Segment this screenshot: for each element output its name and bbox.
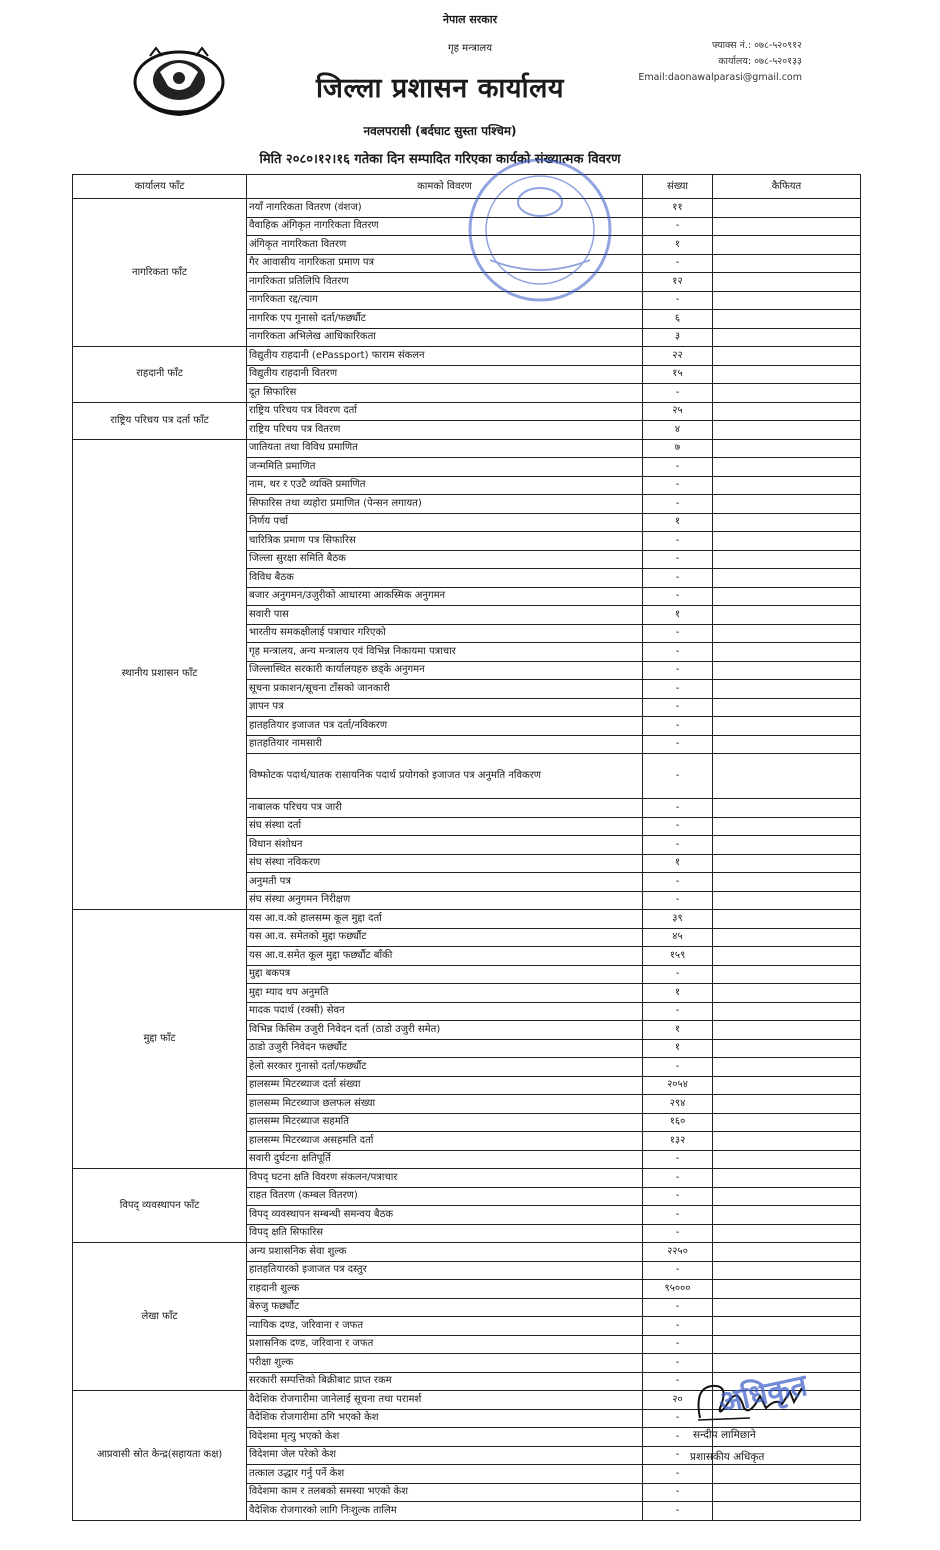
task-remarks xyxy=(713,587,861,606)
task-remarks xyxy=(713,1132,861,1151)
task-description: न्यायिक दण्ड, जरिवाना र जफत xyxy=(247,1317,643,1336)
task-remarks xyxy=(713,799,861,818)
task-remarks xyxy=(713,965,861,984)
task-count: - xyxy=(643,532,713,551)
task-count: ४ xyxy=(643,421,713,440)
task-remarks xyxy=(713,384,861,403)
task-count: २०५४ xyxy=(643,1076,713,1095)
government-name: नेपाल सरकार xyxy=(442,13,498,26)
task-description: ज्ञापन पत्र xyxy=(247,698,643,717)
task-count: - xyxy=(643,1317,713,1336)
task-remarks xyxy=(713,624,861,643)
task-count: - xyxy=(643,1335,713,1354)
task-description: विष्फोटक पदार्थ/घातक रासायनिक पदार्थ प्रयोगको इजाजत पत्र अनुमति नविकरण xyxy=(247,754,643,799)
task-remarks xyxy=(713,661,861,680)
task-remarks xyxy=(713,550,861,569)
task-description: राष्ट्रिय परिचय पत्र वितरण xyxy=(247,421,643,440)
task-description: वैदेशिक रोजगारको लागि निःशुल्क तालिम xyxy=(247,1502,643,1521)
task-description: हालसम्म मिटरब्याज असहमति दर्ता xyxy=(247,1132,643,1151)
task-count: - xyxy=(643,891,713,910)
task-remarks xyxy=(713,439,861,458)
task-description: मुद्दा बकपत्र xyxy=(247,965,643,984)
task-description: परीक्षा शुल्क xyxy=(247,1354,643,1373)
task-remarks xyxy=(713,1280,861,1299)
task-description: विपद् व्यवस्थापन सम्बन्धी समन्वय बैठक xyxy=(247,1206,643,1225)
office-phone: कार्यालय: ०७८-५२०१३३ xyxy=(718,56,802,67)
task-description: विपद् क्षति सिफारिस xyxy=(247,1224,643,1243)
task-description: हालसम्म मिटरब्याज छलफल संख्या xyxy=(247,1095,643,1114)
task-description: नागरिकता रद्द/त्याग xyxy=(247,291,643,310)
task-count: १५९ xyxy=(643,947,713,966)
task-count: - xyxy=(643,1150,713,1169)
task-count: ६ xyxy=(643,310,713,329)
task-description: नागरिक एप गुनासो दर्ता/फर्छ्यौट xyxy=(247,310,643,329)
task-description: विदेशमा जेल परेको केश xyxy=(247,1446,643,1465)
task-count: - xyxy=(643,1058,713,1077)
task-remarks xyxy=(713,1298,861,1317)
task-description: राहत वितरण (कम्बल वितरण) xyxy=(247,1187,643,1206)
task-description: निर्णय पर्चा xyxy=(247,513,643,532)
task-count: १३२ xyxy=(643,1132,713,1151)
task-count: ३ xyxy=(643,328,713,347)
task-remarks xyxy=(713,1206,861,1225)
task-description: सवारी दुर्घटना क्षतिपूर्ति xyxy=(247,1150,643,1169)
task-remarks xyxy=(713,1243,861,1262)
task-count: - xyxy=(643,1428,713,1447)
task-count: - xyxy=(643,217,713,236)
task-remarks xyxy=(713,1187,861,1206)
task-count: - xyxy=(643,1502,713,1521)
header-count: संख्या xyxy=(643,175,713,199)
task-count: - xyxy=(643,1298,713,1317)
task-remarks xyxy=(713,476,861,495)
task-description: हातहतियारको इजाजत पत्र दस्तुर xyxy=(247,1261,643,1280)
task-count: ९५००० xyxy=(643,1280,713,1299)
task-remarks xyxy=(713,1502,861,1521)
task-remarks xyxy=(713,217,861,236)
task-count: - xyxy=(643,569,713,588)
task-description: विपद् घटना क्षति विवरण संकलन/पत्राचार xyxy=(247,1169,643,1188)
task-remarks xyxy=(713,1113,861,1132)
section-name: मुद्दा फाँट xyxy=(73,910,247,1169)
signer-title: प्रशासकीय अधिकृत xyxy=(690,1451,765,1463)
task-description: तत्काल उद्धार गर्नु पर्ने केश xyxy=(247,1465,643,1484)
table-row xyxy=(73,347,861,366)
task-remarks xyxy=(713,513,861,532)
task-description: हालसम्म मिटरब्याज दर्ता संख्या xyxy=(247,1076,643,1095)
task-count: - xyxy=(643,1002,713,1021)
task-remarks xyxy=(713,754,861,799)
task-count: - xyxy=(643,1261,713,1280)
task-remarks xyxy=(713,1095,861,1114)
task-remarks xyxy=(713,1002,861,1021)
task-description: भारतीय समकक्षीलाई पत्राचार गरिएको xyxy=(247,624,643,643)
task-remarks xyxy=(713,910,861,929)
task-remarks xyxy=(713,1076,861,1095)
section-name: राहदानी फाँट xyxy=(73,347,247,403)
table-row xyxy=(73,439,861,458)
task-count: २५ xyxy=(643,402,713,421)
task-remarks xyxy=(713,947,861,966)
task-count: - xyxy=(643,1169,713,1188)
task-remarks xyxy=(713,458,861,477)
task-description: विविध बैठक xyxy=(247,569,643,588)
header-task-description: कामको विवरण xyxy=(247,175,643,199)
task-count: २२ xyxy=(643,347,713,366)
task-remarks xyxy=(713,1021,861,1040)
task-remarks xyxy=(713,291,861,310)
task-remarks xyxy=(713,402,861,421)
task-description: अन्य प्रशासनिक सेवा शुल्क xyxy=(247,1243,643,1262)
task-count: - xyxy=(643,254,713,273)
task-description: चारित्रिक प्रमाण पत्र सिफारिस xyxy=(247,532,643,551)
task-count: - xyxy=(643,799,713,818)
task-remarks xyxy=(713,1483,861,1502)
task-count: १ xyxy=(643,513,713,532)
task-description: वैवाहिक अंगिकृत नागरिकता वितरण xyxy=(247,217,643,236)
task-description: राहदानी शुल्क xyxy=(247,1280,643,1299)
task-description: यस आ.व. समेतको मुद्दा फर्छ्यौट xyxy=(247,928,643,947)
task-count: - xyxy=(643,1206,713,1225)
task-count: - xyxy=(643,476,713,495)
task-description: ठाडो उजुरी निवेदन फर्छ्यौट xyxy=(247,1039,643,1058)
task-description: विद्युतीय राहदानी (ePassport) फाराम संकलन xyxy=(247,347,643,366)
task-count: ४५ xyxy=(643,928,713,947)
task-count: - xyxy=(643,754,713,799)
task-count: - xyxy=(643,550,713,569)
task-description: विदेशमा काम र तलबको समस्या भएको केश xyxy=(247,1483,643,1502)
section-name: विपद् व्यवस्थापन फाँट xyxy=(73,1169,247,1243)
section-name: आप्रवासी स्रोत केन्द्र(सहायता कक्ष) xyxy=(73,1391,247,1521)
task-remarks xyxy=(713,328,861,347)
task-description: जातियता तथा विविध प्रमाणित xyxy=(247,439,643,458)
task-count: १५ xyxy=(643,365,713,384)
task-remarks xyxy=(713,606,861,625)
task-description: नागरिकता प्रतिलिपि वितरण xyxy=(247,273,643,292)
office-name: जिल्ला प्रशासन कार्यालय xyxy=(315,73,565,104)
section-name: स्थानीय प्रशासन फाँट xyxy=(73,439,247,910)
section-name: राष्ट्रिय परिचय पत्र दर्ता फाँट xyxy=(73,402,247,439)
task-count: - xyxy=(643,643,713,662)
task-count: - xyxy=(643,1483,713,1502)
task-count: ३९ xyxy=(643,910,713,929)
task-remarks xyxy=(713,365,861,384)
task-count: १२ xyxy=(643,273,713,292)
task-description: हातहतियार नामसारी xyxy=(247,735,643,754)
task-count: - xyxy=(643,698,713,717)
task-count: - xyxy=(643,1465,713,1484)
task-count: १ xyxy=(643,236,713,255)
task-description: जिल्लास्थित सरकारी कार्यालयहरु छड्के अनुगमन xyxy=(247,661,643,680)
task-remarks xyxy=(713,495,861,514)
signer-name: सन्दीप लामिछाने xyxy=(693,1429,756,1441)
task-description: अंगिकृत नागरिकता वितरण xyxy=(247,236,643,255)
task-remarks xyxy=(713,199,861,218)
task-description: यस आ.व.को हालसम्म कूल मुद्दा दर्ता xyxy=(247,910,643,929)
task-description: दूत सिफारिस xyxy=(247,384,643,403)
task-count: - xyxy=(643,661,713,680)
task-count: - xyxy=(643,1409,713,1428)
task-description: संघ संस्था अनुगमन निरीक्षण xyxy=(247,891,643,910)
task-description: नागरिकता अभिलेख आधिकारिकता xyxy=(247,328,643,347)
task-remarks xyxy=(713,928,861,947)
task-remarks xyxy=(713,1169,861,1188)
task-remarks xyxy=(713,1465,861,1484)
task-count: - xyxy=(643,817,713,836)
task-description: सवारी पास xyxy=(247,606,643,625)
task-description: संघ संस्था दर्ता xyxy=(247,817,643,836)
task-count: - xyxy=(643,836,713,855)
task-remarks xyxy=(713,1261,861,1280)
table-row xyxy=(73,402,861,421)
task-remarks xyxy=(713,735,861,754)
task-description: राष्ट्रिय परिचय पत्र विवरण दर्ता xyxy=(247,402,643,421)
task-count: - xyxy=(643,965,713,984)
task-description: हालसम्म मिटरब्याज सहमति xyxy=(247,1113,643,1132)
task-remarks xyxy=(713,254,861,273)
task-description: नयाँ नागरिकता वितरण (वंशज) xyxy=(247,199,643,218)
task-remarks xyxy=(713,1224,861,1243)
task-count: - xyxy=(643,680,713,699)
task-remarks xyxy=(713,698,861,717)
task-count: - xyxy=(643,291,713,310)
task-remarks xyxy=(713,717,861,736)
office-stamp-icon xyxy=(460,150,620,310)
task-remarks xyxy=(713,643,861,662)
task-remarks xyxy=(713,273,861,292)
task-description: वैदेशिक रोजगारीमा ठगि भएको केश xyxy=(247,1409,643,1428)
task-count: १ xyxy=(643,854,713,873)
task-description: विधान संशोधन xyxy=(247,836,643,855)
task-count: १६० xyxy=(643,1113,713,1132)
task-count: - xyxy=(643,717,713,736)
task-count: २२५० xyxy=(643,1243,713,1262)
task-description: बेरुजु फर्छ्यौट xyxy=(247,1298,643,1317)
task-description: मुद्दा म्याद थप अनुमति xyxy=(247,984,643,1003)
task-description: प्रशासनिक दण्ड, जरिवाना र जफत xyxy=(247,1335,643,1354)
contact-info xyxy=(638,38,802,86)
task-count: २० xyxy=(643,1391,713,1410)
task-remarks xyxy=(713,680,861,699)
task-count: २९४ xyxy=(643,1095,713,1114)
task-description: विदेशमा मृत्यु भएको केश xyxy=(247,1428,643,1447)
task-count: - xyxy=(643,1224,713,1243)
task-description: यस आ.व.समेत कूल मुद्दा फर्छ्यौट बाँकी xyxy=(247,947,643,966)
task-description: गैर आवासीय नागरिकता प्रमाण पत्र xyxy=(247,254,643,273)
district-name: नवलपरासी (बर्दघाट सुस्ता पश्चिम) xyxy=(363,124,517,138)
task-description: बजार अनुगमन/उजुरीको आधारमा आकस्मिक अनुगमन xyxy=(247,587,643,606)
task-description: हेलो सरकार गुनासो दर्ता/फर्छ्यौट xyxy=(247,1058,643,1077)
header-office-section: कार्यालय फाँट xyxy=(73,175,247,199)
task-count: - xyxy=(643,1372,713,1391)
task-description: अनुमती पत्र xyxy=(247,873,643,892)
task-count: - xyxy=(643,624,713,643)
section-name: नागरिकता फाँट xyxy=(73,199,247,347)
task-count: - xyxy=(643,735,713,754)
task-description: वैदेशिक रोजगारीमा जानेलाई सूचना तथा परामर्श xyxy=(247,1391,643,1410)
task-description: विभिन्न किसिम उजुरी निवेदन दर्ता (ठाडो उजुरी समेत) xyxy=(247,1021,643,1040)
report-title: मिति २०८०।१२।१६ गतेका दिन सम्पादित गरिएका कार्यको संख्यात्मक विवरण xyxy=(259,152,621,167)
ministry-name: गृह मन्त्रालय xyxy=(447,43,493,54)
seal-stamp-text: अधिकृत xyxy=(715,1368,811,1421)
task-description: सूचना प्रकाशन/सूचना टाँसको जानकारी xyxy=(247,680,643,699)
task-count: ७ xyxy=(643,439,713,458)
task-count: ११ xyxy=(643,199,713,218)
task-description: हातहतियार इजाजत पत्र दर्ता/नविकरण xyxy=(247,717,643,736)
task-remarks xyxy=(713,984,861,1003)
task-count: १ xyxy=(643,1039,713,1058)
task-description: गृह मन्त्रालय, अन्य मन्त्रालय एवं विभिन्न निकायमा पत्राचार xyxy=(247,643,643,662)
header-remarks: कैफियत xyxy=(713,175,861,199)
table-row xyxy=(73,1243,861,1262)
task-description: नाम, थर र एउटै व्यक्ति प्रमाणित xyxy=(247,476,643,495)
table-row xyxy=(73,910,861,929)
task-remarks xyxy=(713,1335,861,1354)
task-remarks xyxy=(713,836,861,855)
task-description: मादक पदार्थ (रक्सी) सेवन xyxy=(247,1002,643,1021)
task-count: - xyxy=(643,495,713,514)
task-remarks xyxy=(713,1150,861,1169)
task-remarks xyxy=(713,421,861,440)
task-description: जन्ममिति प्रमाणित xyxy=(247,458,643,477)
task-count: - xyxy=(643,587,713,606)
task-remarks xyxy=(713,310,861,329)
task-remarks xyxy=(713,236,861,255)
task-description: सिफारिस तथा व्यहोरा प्रमाणित (पेन्सन लगायत) xyxy=(247,495,643,514)
task-count: - xyxy=(643,1187,713,1206)
task-remarks xyxy=(713,1039,861,1058)
task-description: विद्युतीय राहदानी वितरण xyxy=(247,365,643,384)
task-remarks xyxy=(713,854,861,873)
task-remarks xyxy=(713,1317,861,1336)
email-address: Email:daonawalparasi@gmail.com xyxy=(638,72,802,83)
task-remarks xyxy=(713,347,861,366)
task-count: - xyxy=(643,458,713,477)
table-row xyxy=(73,1169,861,1188)
task-count: - xyxy=(643,1354,713,1373)
task-remarks xyxy=(713,532,861,551)
fax-number: फ्याक्स नं.: ०७८-५२०९१२ xyxy=(711,40,802,51)
task-count: १ xyxy=(643,606,713,625)
task-count: - xyxy=(643,384,713,403)
task-description: जिल्ला सुरक्षा समिति बैठक xyxy=(247,550,643,569)
task-remarks xyxy=(713,569,861,588)
task-description: नाबालक परिचय पत्र जारी xyxy=(247,799,643,818)
task-count: - xyxy=(643,1446,713,1465)
task-remarks xyxy=(713,1058,861,1077)
task-count: १ xyxy=(643,1021,713,1040)
report-table xyxy=(72,174,861,1521)
task-remarks xyxy=(713,891,861,910)
section-name: लेखा फाँट xyxy=(73,1243,247,1391)
task-remarks xyxy=(713,873,861,892)
task-remarks xyxy=(713,817,861,836)
task-count: १ xyxy=(643,984,713,1003)
task-description: संघ संस्था नविकरण xyxy=(247,854,643,873)
task-description: सरकारी सम्पत्तिको बिक्रीबाट प्राप्त रकम xyxy=(247,1372,643,1391)
task-count: - xyxy=(643,873,713,892)
